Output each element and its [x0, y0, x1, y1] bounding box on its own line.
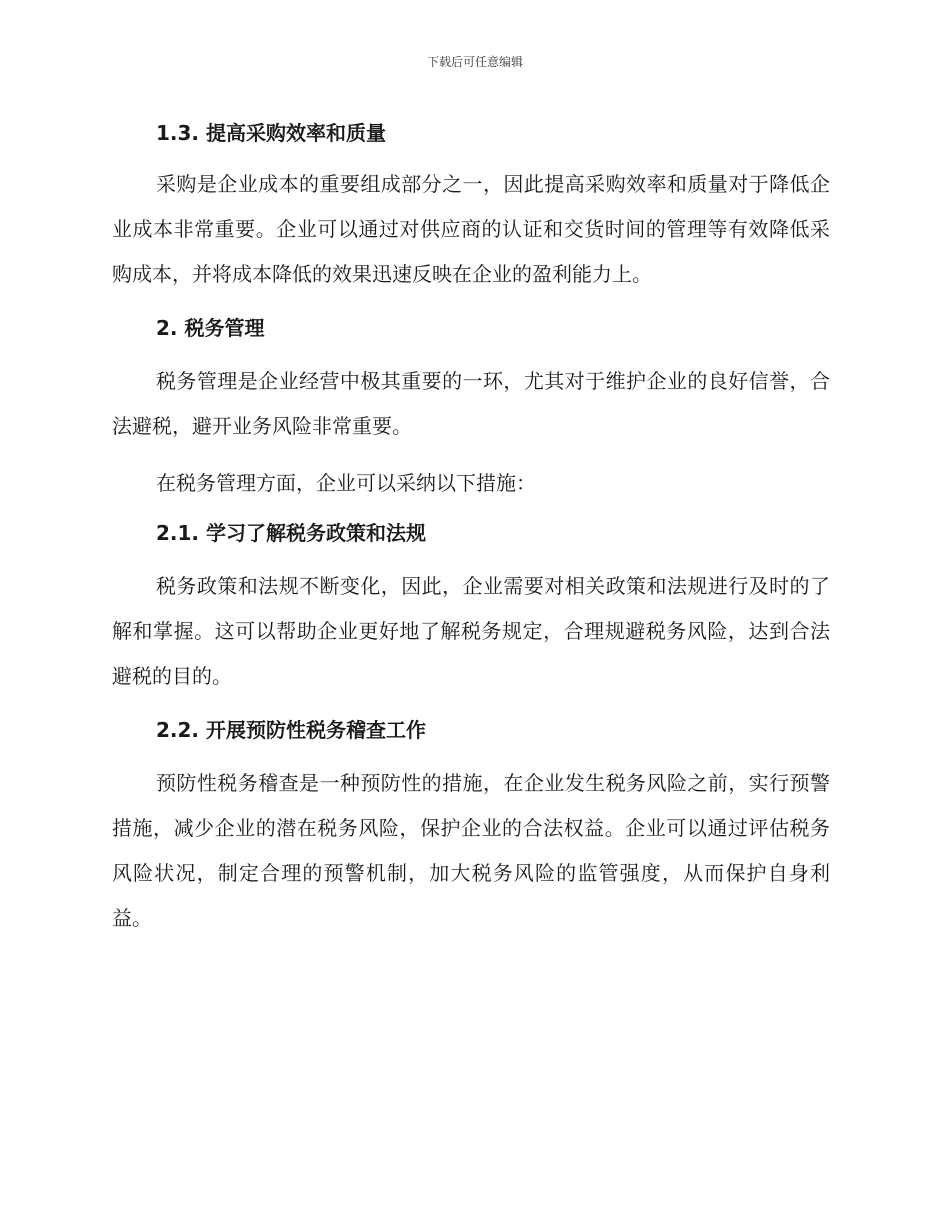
section-paragraph-1-3: 采购是企业成本的重要组成部分之一，因此提高采购效率和质量对于降低企业成本非常重要。企业可以通过对供应商的认证和交货时间的管理等有效降低采购成本，并将成本降低的效果迅速反映在企业的盈利能力上。 — [112, 172, 830, 286]
page-header-note: 下载后可任意编辑 — [426, 55, 523, 69]
section-intro-2: 在税务管理方面，企业可以采纳以下措施： — [156, 471, 536, 495]
section-heading-2-1: 2.1. 学习了解税务政策和法规 — [156, 521, 426, 545]
section-paragraph-2-1: 税务政策和法规不断变化，因此，企业需要对相关政策和法规进行及时的了解和掌握。这可以帮助企业更好地了解税务规定，合理规避税务风险，达到合法避税的目的。 — [112, 574, 830, 688]
section-heading-2-2: 2.2. 开展预防性税务稽查工作 — [156, 718, 426, 742]
section-heading-1-3: 1.3. 提高采购效率和质量 — [156, 121, 386, 145]
document-body — [112, 110, 830, 941]
section-heading-2: 2. 税务管理 — [156, 316, 265, 340]
section-paragraph-2-2: 预防性税务稽查是一种预防性的措施，在企业发生税务风险之前，实行预警措施，减少企业的潜在税务风险，保护企业的合法权益。企业可以通过评估税务风险状况，制定合理的预警机制，加大税务风险的监管强度，从而保护自身利益。 — [112, 771, 830, 930]
section-paragraph-2: 税务管理是企业经营中极其重要的一环，尤其对于维护企业的良好信誉，合法避税，避开业务风险非常重要。 — [112, 369, 830, 438]
